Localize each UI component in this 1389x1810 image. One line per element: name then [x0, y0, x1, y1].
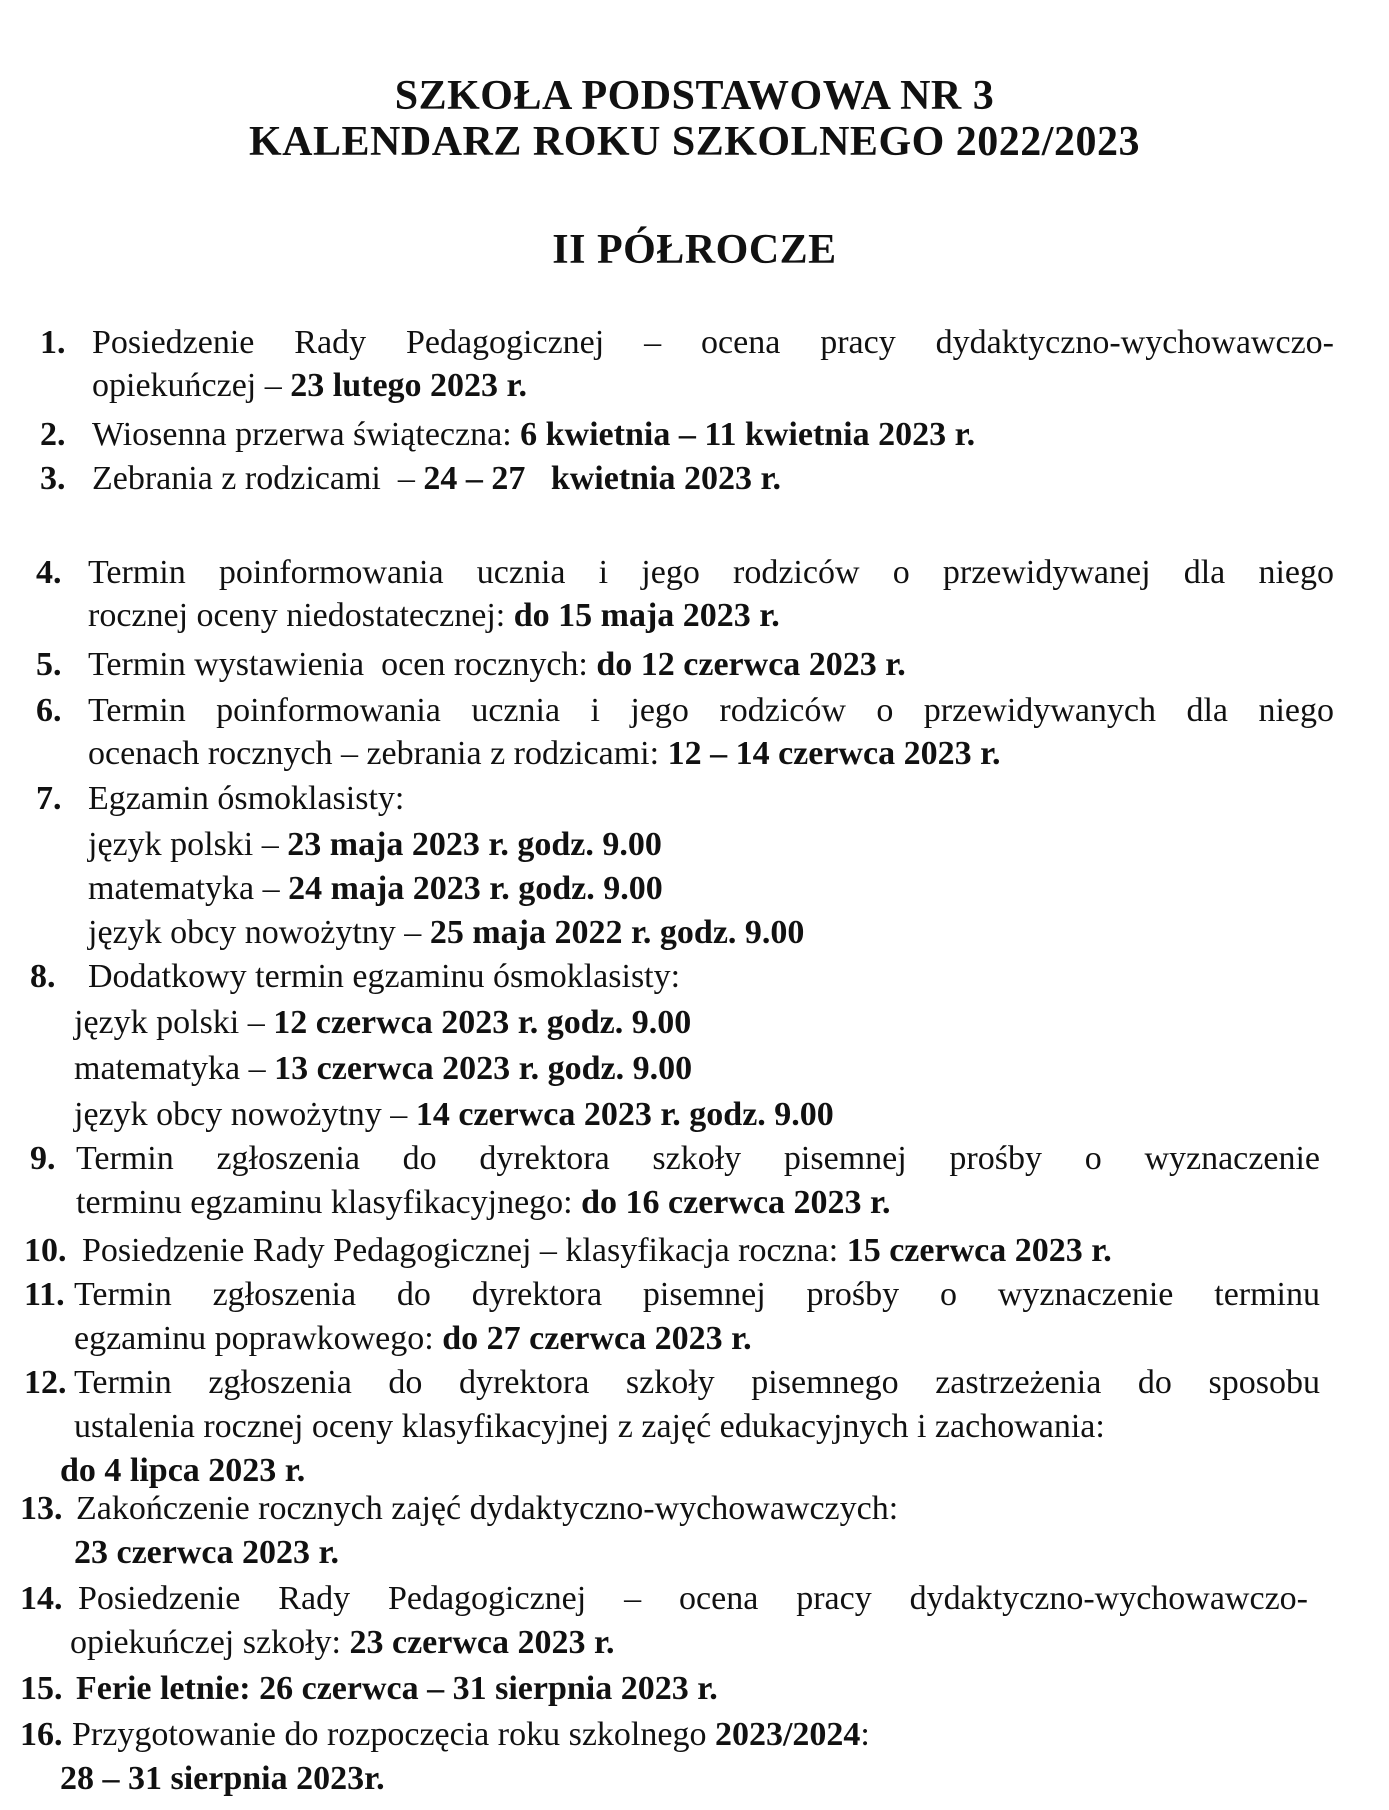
item-number: 2. [40, 416, 66, 453]
item-date: do 16 czerwca 2023 r. [581, 1184, 891, 1221]
calendar-title: KALENDARZ ROKU SZKOLNEGO 2022/2023 [249, 119, 1140, 165]
item-date: 23 lutego 2023 r. [290, 367, 528, 404]
item-number: 13. [20, 1490, 63, 1527]
item-number: 12. [24, 1364, 67, 1401]
exam-math: matematyka – 24 maja 2023 r. godz. 9.00 [88, 870, 663, 907]
item-number: 16. [20, 1716, 63, 1753]
item-date: 14 czerwca 2023 r. godz. 9.00 [415, 1096, 834, 1133]
item-number: 4. [36, 554, 62, 591]
item-date: 23 czerwca 2023 r. [74, 1534, 339, 1571]
item-date: do 4 lipca 2023 r. [60, 1452, 306, 1489]
item-date: 12 – 14 czerwca 2023 r. [667, 735, 1001, 772]
item-number: 6. [36, 692, 62, 729]
item-text-line: Przygotowanie do rozpoczęcia roku szkolnego 2023/2024: [72, 1716, 870, 1753]
item-text-line [74, 1530, 339, 1575]
item-text-line: rocznej oceny niedostatecznej: do 15 maja 2023 r. [88, 597, 780, 634]
item-number: 14. [20, 1580, 63, 1617]
item-number: 5. [36, 646, 62, 683]
item-text-line: Zakończenie rocznych zajęć dydaktyczno-wychowawczych: [76, 1490, 899, 1527]
item-date: 23 czerwca 2023 r. [349, 1624, 615, 1661]
item-text-line: egzaminu poprawkowego: do 27 czerwca 2023 r. [74, 1320, 752, 1357]
item-date: 24 maja 2023 r. godz. 9.00 [288, 870, 663, 907]
item-text-line: ocenach rocznych – zebrania z rodzicami: 12 – 14 czerwca 2023 r. [88, 735, 1001, 772]
exam-foreign-language: język obcy nowożytny – 14 czerwca 2023 r. godz. 9.00 [74, 1096, 834, 1133]
exam-polish: język polski – 23 maja 2023 r. godz. 9.00 [88, 826, 662, 863]
item-date: 23 maja 2023 r. godz. 9.00 [287, 826, 662, 863]
item-number: 9. [30, 1140, 56, 1177]
item-text-line: Wiosenna przerwa świąteczna: 6 kwietnia – 11 kwietnia 2023 r. [92, 416, 976, 453]
item-text-line: Egzamin ósmoklasisty: [88, 780, 405, 817]
item-text-line: Termin wystawienia ocen rocznych: do 12 czerwca 2023 r. [88, 646, 906, 683]
item-date: 25 maja 2022 r. godz. 9.00 [429, 914, 805, 951]
item-date: 28 – 31 sierpnia 2023r. [60, 1760, 385, 1797]
item-number: 7. [36, 780, 62, 817]
item-text-line: Dodatkowy termin egzaminu ósmoklasisty: [88, 958, 681, 995]
item-number: 8. [30, 958, 56, 995]
item-text-line: Posiedzenie Rady Pedagogicznej – klasyfikacja roczna: 15 czerwca 2023 r. [82, 1232, 1112, 1269]
school-year: 2023/2024 [714, 1716, 861, 1753]
item-number: 10. [24, 1232, 67, 1269]
item-date: 12 czerwca 2023 r. godz. 9.00 [273, 1004, 692, 1041]
item-text-line: Termin zgłoszenia do dyrektora szkoły pisemnej prośby o wyznaczenie [76, 1140, 1320, 1177]
item-date: Ferie letnie: 26 czerwca – 31 sierpnia 2023 r. [76, 1670, 718, 1707]
item-text-line: Termin poinformowania ucznia i jego rodziców o przewidywanych dla niego [88, 692, 1334, 729]
exam-foreign-language: język obcy nowożytny – 25 maja 2022 r. godz. 9.00 [88, 914, 805, 951]
exam-math: matematyka – 13 czerwca 2023 r. godz. 9.00 [74, 1050, 693, 1087]
school-name: SZKOŁA PODSTAWOWA NR 3 [394, 73, 995, 119]
item-text-line: Termin zgłoszenia do dyrektora pisemnej prośby o wyznaczenie terminu [74, 1276, 1320, 1313]
item-text-line: opiekuńczej – 23 lutego 2023 r. [92, 367, 528, 404]
item-text-line: Posiedzenie Rady Pedagogicznej – ocena pracy dydaktyczno-wychowawczo- [92, 324, 1334, 361]
exam-polish: język polski – 12 czerwca 2023 r. godz. 9.00 [74, 1004, 692, 1041]
item-text-line: Termin poinformowania ucznia i jego rodziców o przewidywanej dla niego [88, 554, 1334, 591]
item-date: 6 kwietnia – 11 kwietnia 2023 r. [520, 416, 976, 453]
item-text-line: Termin zgłoszenia do dyrektora szkoły pisemnego zastrzeżenia do sposobu [74, 1364, 1320, 1401]
item-text-line: opiekuńczej szkoły: 23 czerwca 2023 r. [70, 1624, 615, 1661]
item-number: 3. [40, 460, 66, 497]
item-date: do 15 maja 2023 r. [513, 597, 780, 634]
item-date: 24 – 27 kwietnia 2023 r. [423, 460, 781, 497]
item-text-line [60, 1756, 385, 1801]
item-number: 11. [24, 1276, 65, 1313]
semester-title: II PÓŁROCZE [552, 227, 837, 273]
item-text-line [76, 1666, 718, 1711]
item-number: 1. [40, 324, 66, 361]
item-date: 15 czerwca 2023 r. [846, 1232, 1112, 1269]
item-number: 15. [20, 1670, 63, 1707]
item-text-line: terminu egzaminu klasyfikacyjnego: do 16 czerwca 2023 r. [76, 1184, 891, 1221]
item-date: do 12 czerwca 2023 r. [596, 646, 906, 683]
item-text-line: Posiedzenie Rady Pedagogicznej – ocena pracy dydaktyczno-wychowawczo- [78, 1580, 1308, 1617]
item-text-line: Zebrania z rodzicami – 24 – 27 kwietnia 2023 r. [92, 460, 781, 497]
item-date: do 27 czerwca 2023 r. [442, 1320, 752, 1357]
item-date: 13 czerwca 2023 r. godz. 9.00 [274, 1050, 693, 1087]
item-text-line: ustalenia rocznej oceny klasyfikacyjnej z zajęć edukacyjnych i zachowania: [74, 1408, 1105, 1445]
